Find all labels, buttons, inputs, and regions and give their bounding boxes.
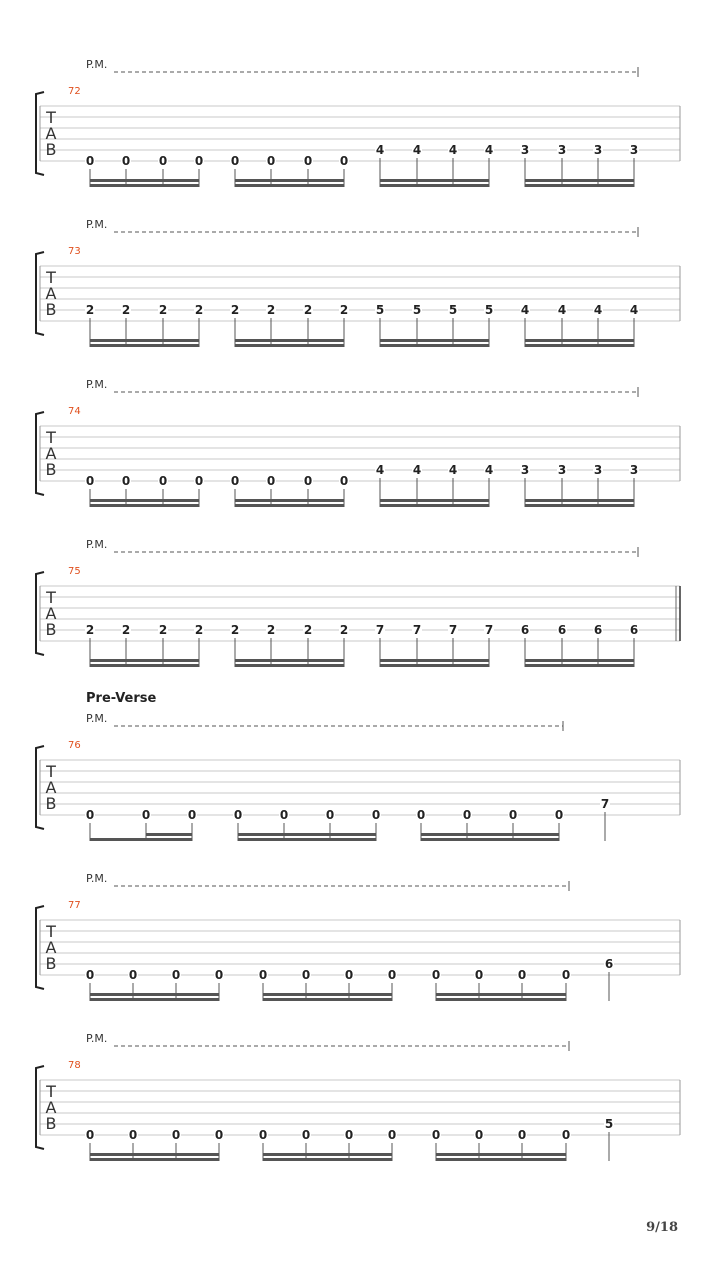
beam-secondary [90,339,199,342]
fret-number: 0 [387,1128,397,1142]
fret-number: 0 [371,808,381,822]
palm-mute-label: P.M. [86,378,108,391]
fret-number: 0 [258,1128,268,1142]
beam-primary [238,838,376,841]
beam-secondary [146,833,192,836]
beam-primary [380,664,489,667]
fret-number: 0 [128,968,138,982]
page-number: 9/18 [646,1220,678,1235]
beam-primary [90,838,192,841]
fret-number: 0 [85,154,95,168]
beam-primary [380,344,489,347]
fret-number: 4 [593,303,603,317]
fret-number: 0 [187,808,197,822]
beam-primary [436,998,566,1001]
fret-number: 2 [85,303,95,317]
fret-number: 0 [158,474,168,488]
palm-mute-label: P.M. [86,872,108,885]
fret-number: 5 [448,303,458,317]
fret-number: 2 [230,623,240,637]
fret-number: 5 [412,303,422,317]
fret-number: 0 [339,154,349,168]
beam-secondary [235,179,344,182]
fret-number: 0 [303,474,313,488]
fret-number: 0 [508,808,518,822]
fret-number: 0 [266,474,276,488]
measure-number: 74 [68,406,81,417]
fret-number: 0 [387,968,397,982]
tab-clef-letter: B [45,794,57,813]
beam-secondary [525,659,634,662]
beam-secondary [436,1153,566,1156]
fret-number: 0 [85,808,95,822]
beam-secondary [90,499,199,502]
fret-number: 3 [520,143,530,157]
beam-secondary [90,179,199,182]
fret-number: 0 [344,1128,354,1142]
fret-number: 4 [484,143,494,157]
fret-number: 6 [557,623,567,637]
beam-primary [525,344,634,347]
fret-number: 0 [554,808,564,822]
fret-number: 0 [233,808,243,822]
fret-number: 2 [339,303,349,317]
fret-number: 2 [230,303,240,317]
measure-number: 73 [68,246,81,257]
fret-number: 0 [230,154,240,168]
beam-primary [380,504,489,507]
beam-secondary [238,833,376,836]
fret-number: 0 [303,154,313,168]
beam-primary [90,998,219,1001]
fret-number: 0 [339,474,349,488]
beam-primary [235,664,344,667]
tab-clef-letter: B [45,620,57,639]
fret-number: 6 [604,957,614,971]
tab-system [36,58,680,187]
fret-number: 0 [194,154,204,168]
beam-secondary [525,499,634,502]
fret-number: 0 [230,474,240,488]
fret-number: 0 [121,474,131,488]
fret-number: 2 [194,303,204,317]
fret-number: 3 [593,143,603,157]
fret-number: 4 [520,303,530,317]
fret-number: 0 [301,1128,311,1142]
fret-number: 4 [412,463,422,477]
beam-secondary [235,499,344,502]
fret-number: 0 [344,968,354,982]
beam-secondary [436,993,566,996]
fret-number: 2 [194,623,204,637]
beam-secondary [380,499,489,502]
fret-number: 2 [303,303,313,317]
fret-number: 0 [474,968,484,982]
tab-clef-letter: B [45,300,57,319]
tab-clef-letter: B [45,954,57,973]
tab-system [36,872,680,1001]
beam-primary [235,504,344,507]
palm-mute-label: P.M. [86,58,108,71]
fret-number: 2 [121,303,131,317]
fret-number: 6 [520,623,530,637]
fret-number: 0 [561,1128,571,1142]
fret-number: 7 [375,623,385,637]
fret-number: 5 [484,303,494,317]
measure-number: 75 [68,566,81,577]
beam-primary [235,184,344,187]
tab-clef-letter: T [46,1082,56,1101]
fret-number: 4 [557,303,567,317]
beam-secondary [90,993,219,996]
beam-secondary [263,1153,392,1156]
tab-clef-letter: T [46,922,56,941]
fret-number: 4 [629,303,639,317]
fret-number: 2 [121,623,131,637]
beam-secondary [235,659,344,662]
tab-clef-letter: T [46,108,56,127]
fret-number: 0 [171,968,181,982]
fret-number: 0 [561,968,571,982]
fret-number: 0 [258,968,268,982]
beam-primary [90,344,199,347]
beam-primary [235,344,344,347]
palm-mute-label: P.M. [86,218,108,231]
palm-mute-label: P.M. [86,1032,108,1045]
tab-clef-letter: A [45,778,57,797]
fret-number: 0 [128,1128,138,1142]
tab-clef-letter: A [45,1098,57,1117]
fret-number: 2 [266,303,276,317]
tab-clef-letter: T [46,588,56,607]
fret-number: 0 [158,154,168,168]
fret-number: 5 [604,1117,614,1131]
fret-number: 0 [85,1128,95,1142]
fret-number: 4 [448,463,458,477]
tab-clef-letter: B [45,460,57,479]
beam-secondary [525,179,634,182]
measure-number: 78 [68,1060,81,1071]
beam-primary [263,998,392,1001]
beam-secondary [380,179,489,182]
fret-number: 3 [629,143,639,157]
tab-clef-letter: T [46,762,56,781]
fret-number: 4 [484,463,494,477]
fret-number: 7 [484,623,494,637]
tab-clef-letter: A [45,444,57,463]
fret-number: 0 [266,154,276,168]
tab-clef-letter: T [46,268,56,287]
beam-primary [380,184,489,187]
tab-clef-letter: T [46,428,56,447]
beam-primary [263,1158,392,1161]
fret-number: 0 [214,968,224,982]
beam-primary [90,1158,219,1161]
beam-secondary [90,659,199,662]
tab-system [36,218,680,347]
fret-number: 4 [375,463,385,477]
tab-system [36,378,680,507]
measure-number: 72 [68,86,81,97]
fret-number: 0 [141,808,151,822]
fret-number: 0 [85,968,95,982]
fret-number: 0 [194,474,204,488]
beam-secondary [235,339,344,342]
tab-clef-letter: B [45,1114,57,1133]
tab-system [36,1032,680,1161]
fret-number: 0 [325,808,335,822]
beam-primary [525,664,634,667]
fret-number: 7 [448,623,458,637]
beam-primary [90,504,199,507]
beam-primary [421,838,559,841]
beam-primary [525,184,634,187]
beam-secondary [421,833,559,836]
tab-clef-letter: A [45,284,57,303]
tab-clef-letter: A [45,938,57,957]
fret-number: 5 [375,303,385,317]
fret-number: 0 [431,1128,441,1142]
fret-number: 3 [557,143,567,157]
fret-number: 6 [593,623,603,637]
measure-number: 76 [68,740,81,751]
fret-number: 0 [462,808,472,822]
measure-number: 77 [68,900,81,911]
fret-number: 0 [474,1128,484,1142]
fret-number: 4 [375,143,385,157]
tab-clef-letter: B [45,140,57,159]
fret-number: 2 [158,303,168,317]
fret-number: 3 [557,463,567,477]
fret-number: 0 [214,1128,224,1142]
tab-clef-letter: A [45,604,57,623]
beam-primary [90,664,199,667]
fret-number: 3 [520,463,530,477]
beam-primary [436,1158,566,1161]
fret-number: 3 [629,463,639,477]
fret-number: 0 [121,154,131,168]
tab-system [36,691,680,841]
fret-number: 6 [629,623,639,637]
beam-secondary [380,339,489,342]
fret-number: 4 [412,143,422,157]
palm-mute-label: P.M. [86,712,108,725]
fret-number: 2 [339,623,349,637]
fret-number: 0 [279,808,289,822]
fret-number: 0 [431,968,441,982]
beam-secondary [525,339,634,342]
fret-number: 0 [416,808,426,822]
section-title: Pre-Verse [86,691,157,706]
fret-number: 2 [266,623,276,637]
fret-number: 2 [158,623,168,637]
beam-secondary [380,659,489,662]
fret-number: 4 [448,143,458,157]
fret-number: 0 [517,1128,527,1142]
fret-number: 7 [412,623,422,637]
beam-secondary [90,1153,219,1156]
fret-number: 2 [85,623,95,637]
fret-number: 0 [301,968,311,982]
beam-primary [90,184,199,187]
fret-number: 0 [85,474,95,488]
fret-number: 2 [303,623,313,637]
beam-primary [525,504,634,507]
fret-number: 7 [600,797,610,811]
tab-clef-letter: A [45,124,57,143]
beam-secondary [263,993,392,996]
fret-number: 0 [171,1128,181,1142]
fret-number: 3 [593,463,603,477]
tab-system [36,538,680,667]
palm-mute-label: P.M. [86,538,108,551]
fret-number: 0 [517,968,527,982]
